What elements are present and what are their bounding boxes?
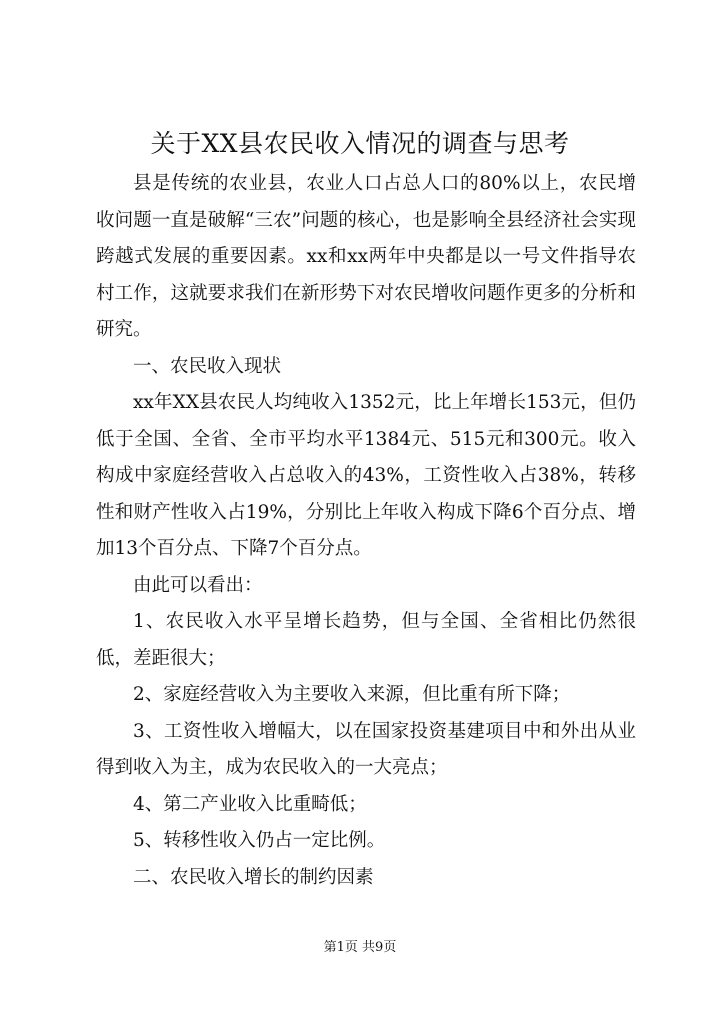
list-item-2: 2、家庭经营收入为主要收入来源，但比重有所下降； bbox=[133, 684, 571, 705]
page-number-footer: 第1页 共9页 bbox=[323, 940, 397, 955]
list-item-3: 3、工资性收入增幅大，以在国家投资基建项目中和外出从业得到收入为主，成为农民收入的一大亮点； bbox=[96, 720, 636, 778]
section-heading-2: 二、农民收入增长的制约因素 bbox=[133, 866, 374, 888]
list-item-4: 4、第二产业收入比重畸低； bbox=[133, 793, 367, 815]
section-heading-1: 一、农民收入现状 bbox=[133, 355, 282, 377]
paragraph-conclusion-lead: 由此可以看出： bbox=[133, 574, 263, 596]
list-item-5: 5、转移性收入仍占一定比例。 bbox=[133, 830, 386, 851]
paragraph-intro: 县是传统的农业县，农业人口占总人口的80%以上，农民增收问题一直是破解“三农”问题的核心，也是影响全县经济社会实现跨越式发展的重要因素。xx和xx两年中央都是以一号文件指导农村工作，这就要求我们在新形势下对农民增收问题作更多的分析和研究。 bbox=[96, 173, 636, 340]
list-item-1: 1、农民收入水平呈增长趋势，但与全国、全省相比仍然很低，差距很大； bbox=[96, 611, 636, 669]
document-title: 关于XX县农民收入情况的调查与思考 bbox=[150, 129, 570, 158]
document-body bbox=[96, 166, 636, 896]
paragraph-income-status: xx年XX县农民人均纯收入1352元，比上年增长153元，但仍低于全国、全省、全市平均水平1384元、515元和300元。收入构成中家庭经营收入占总收入的43%，工资性收入占38%，转移性和财产性收入占19%，分别比上年收入构成下降6个百分点、增加13个百分点、下降7个百分点。 bbox=[96, 392, 636, 559]
